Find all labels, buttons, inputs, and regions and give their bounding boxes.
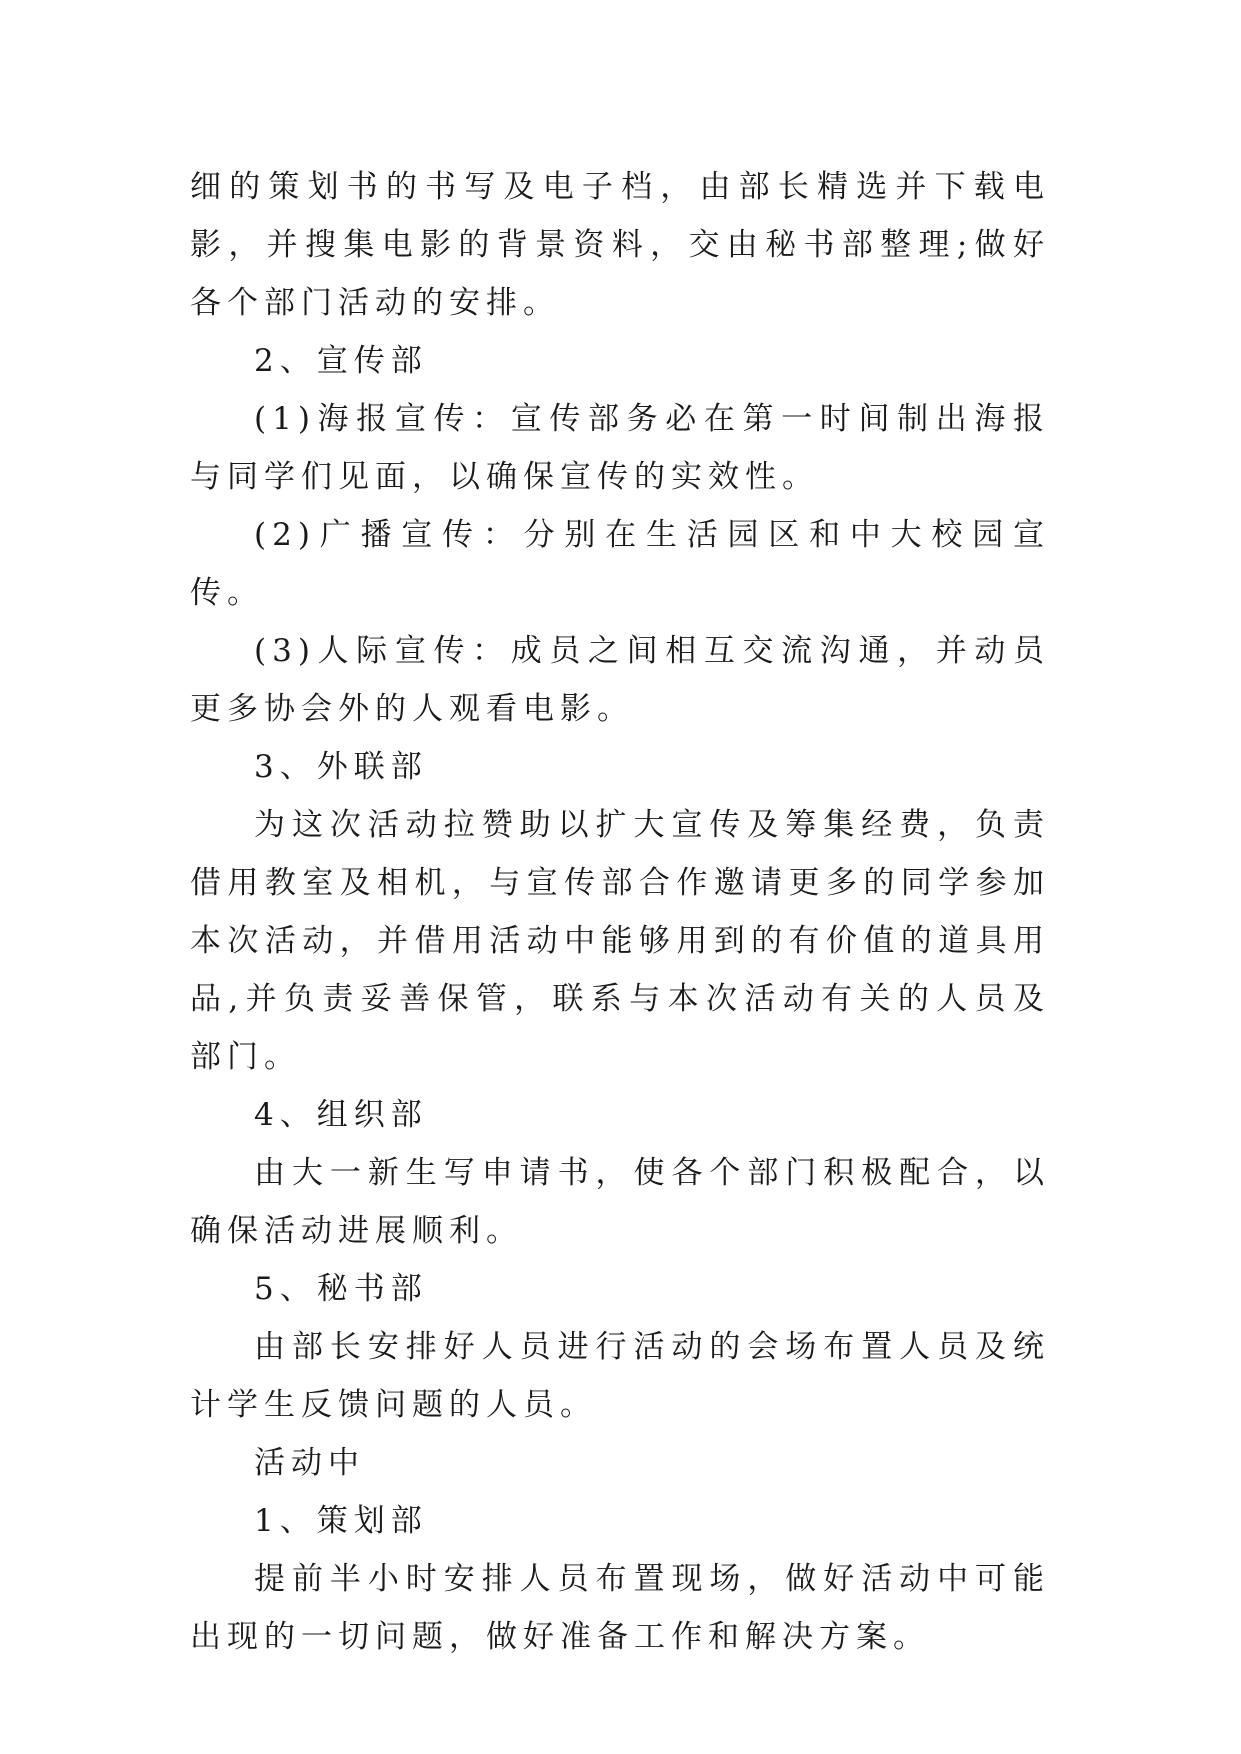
document-body [190,158,1050,1666]
heading-publicity-dept: 2、宣传部 [254,343,428,379]
heading-organization-dept: 4、组织部 [254,1097,428,1133]
heading-during-event: 活动中 [254,1445,365,1481]
heading-planning-dept: 1、策划部 [254,1503,428,1539]
paragraph-secretariat: 由部长安排好人员进行活动的会场布置人员及统计学生反馈问题的人员。 [190,1329,1050,1423]
paragraph-organization: 由大一新生写申请书，使各个部门积极配合，以确保活动进展顺利。 [190,1155,1050,1249]
paragraph-external-relations: 为这次活动拉赞助以扩大宣传及筹集经费，负责借用教室及相机，与宣传部合作邀请更多的同学参加本次活动，并借用活动中能够用到的有价值的道具用品,并负责妥善保管，联系与本次活动有关的人员及部门。 [190,807,1050,1075]
paragraph-continuation: 细的策划书的书写及电子档，由部长精选并下载电影，并搜集电影的背景资料，交由秘书部整理;做好各个部门活动的安排。 [190,169,1050,321]
paragraph-interpersonal-publicity: (3)人际宣传：成员之间相互交流沟通，并动员更多协会外的人观看电影。 [190,633,1050,727]
heading-secretariat-dept: 5、秘书部 [254,1271,428,1307]
heading-external-relations-dept: 3、外联部 [254,749,428,785]
paragraph-broadcast-publicity: (2)广播宣传：分别在生活园区和中大校园宣传。 [190,517,1050,611]
paragraph-planning: 提前半小时安排人员布置现场，做好活动中可能出现的一切问题，做好准备工作和解决方案。 [190,1561,1050,1655]
paragraph-poster-publicity: (1)海报宣传：宣传部务必在第一时间制出海报与同学们见面，以确保宣传的实效性。 [190,401,1050,495]
